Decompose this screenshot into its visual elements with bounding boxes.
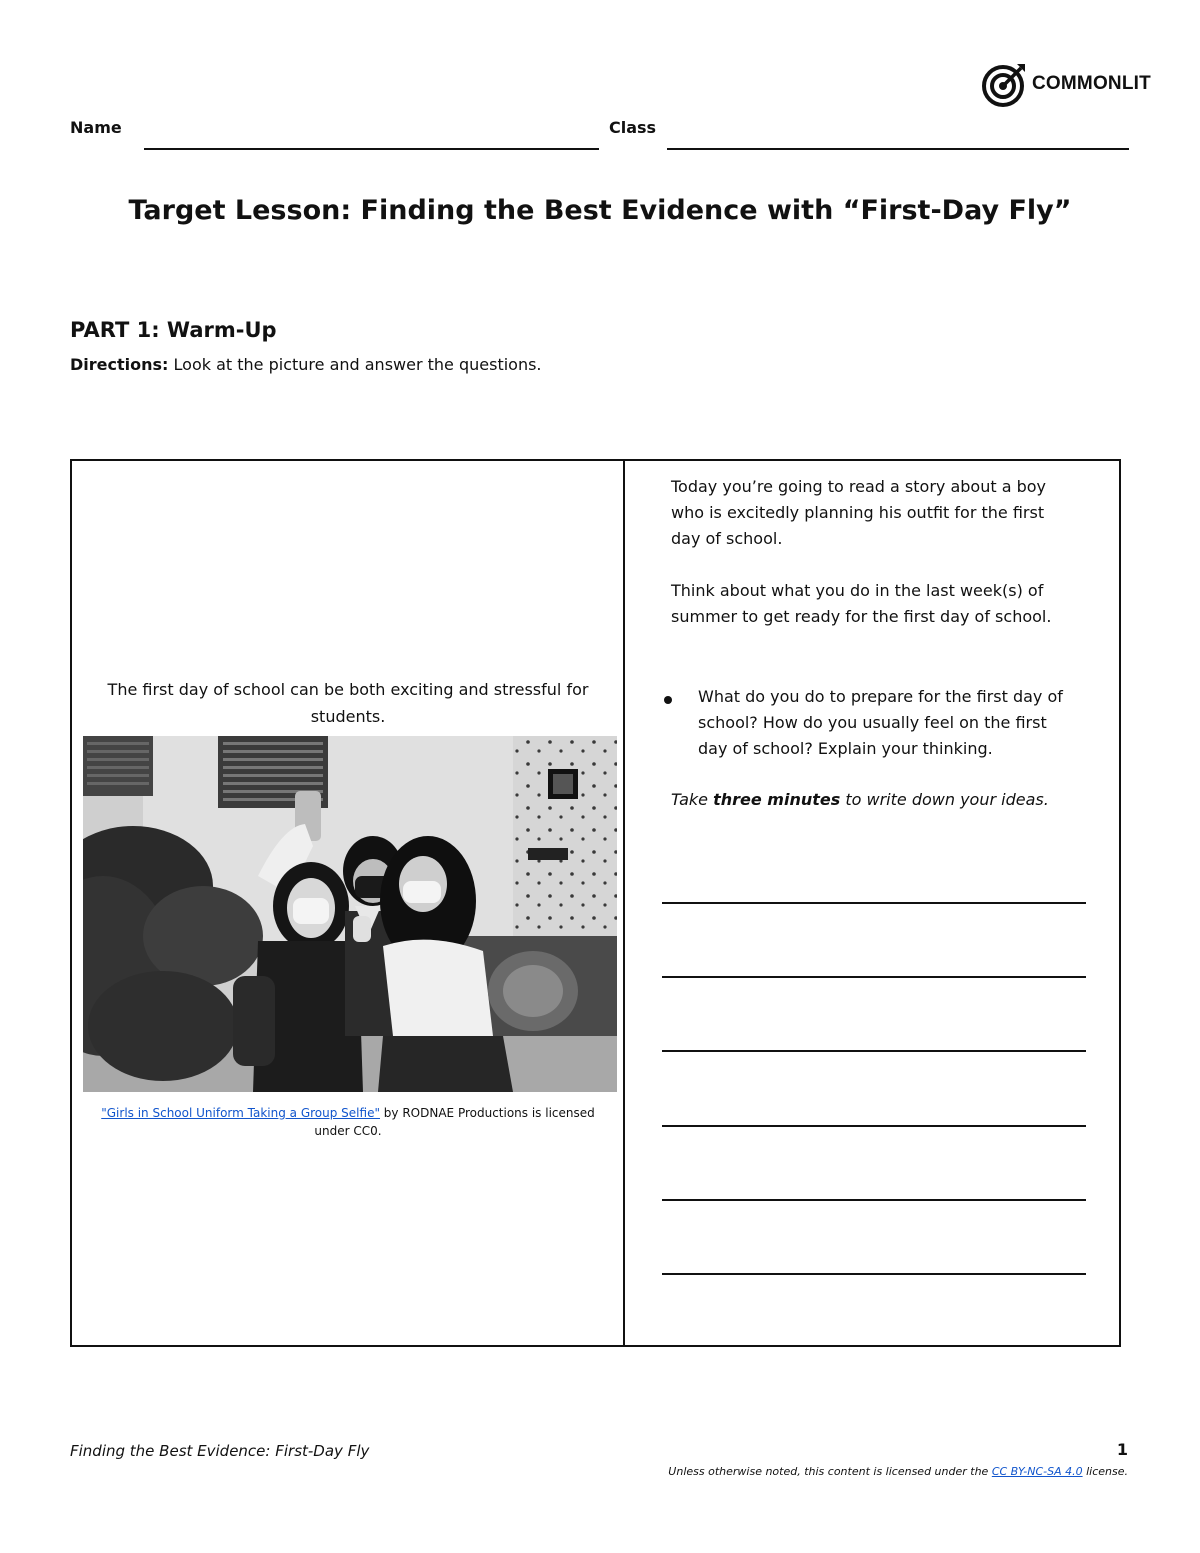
answer-line[interactable] bbox=[662, 902, 1086, 904]
photo-caption: The first day of school can be both exciting and stressful for students. bbox=[107, 680, 589, 726]
class-label: Class bbox=[609, 118, 657, 137]
directions bbox=[70, 355, 542, 374]
name-field[interactable] bbox=[144, 148, 599, 150]
time-instruction bbox=[671, 790, 1049, 809]
footer-title: Finding the Best Evidence: First-Day Fly bbox=[70, 1442, 370, 1460]
answer-line[interactable] bbox=[662, 1050, 1086, 1052]
answer-line[interactable] bbox=[662, 1199, 1086, 1201]
group-selfie-photo bbox=[83, 736, 617, 1092]
page-title: Target Lesson: Finding the Best Evidence with “First-Day Fly” bbox=[128, 195, 1072, 226]
instruction-bold: three minutes bbox=[713, 790, 841, 809]
photo-credit-link[interactable]: "Girls in School Uniform Taking a Group Selfie" bbox=[101, 1106, 380, 1120]
intro-paragraph: Today you’re going to read a story about a boy who is excitedly planning his outfit for the first day of school. bbox=[671, 477, 1047, 548]
directions-text: Look at the picture and answer the questions. bbox=[168, 355, 542, 374]
directions-label: Directions: bbox=[70, 355, 169, 374]
answer-line[interactable] bbox=[662, 976, 1086, 978]
class-field[interactable] bbox=[667, 148, 1129, 150]
instruction-post: to write down your ideas. bbox=[840, 790, 1049, 809]
name-label: Name bbox=[70, 118, 122, 137]
column-divider bbox=[623, 461, 625, 1345]
photo-credit-text: by RODNAE Productions is licensed under CC0. bbox=[314, 1106, 595, 1138]
instruction-pre: Take bbox=[671, 790, 714, 809]
answer-line[interactable] bbox=[662, 1273, 1086, 1275]
photo-credit bbox=[84, 1104, 612, 1140]
license-post: license. bbox=[1082, 1465, 1128, 1478]
think-paragraph: Think about what you do in the last week(s) of summer to get ready for the first day of school. bbox=[671, 581, 1052, 626]
license-link[interactable]: CC BY-NC-SA 4.0 bbox=[991, 1465, 1083, 1478]
brand-name: COMMONLIT bbox=[1032, 73, 1151, 94]
answer-line[interactable] bbox=[662, 1125, 1086, 1127]
page-number: 1 bbox=[1116, 1440, 1128, 1459]
license-pre: Unless otherwise noted, this content is licensed under the bbox=[668, 1465, 992, 1478]
commonlit-logo bbox=[981, 59, 1151, 109]
question-bullet: What do you do to prepare for the first day of school? How do you usually feel on the first day of school? Explain your thinking. bbox=[698, 687, 1063, 758]
target-icon bbox=[981, 60, 1029, 108]
part-heading: PART 1: Warm-Up bbox=[70, 318, 277, 342]
license-note bbox=[668, 1465, 1128, 1478]
bullet-dot bbox=[664, 696, 672, 704]
